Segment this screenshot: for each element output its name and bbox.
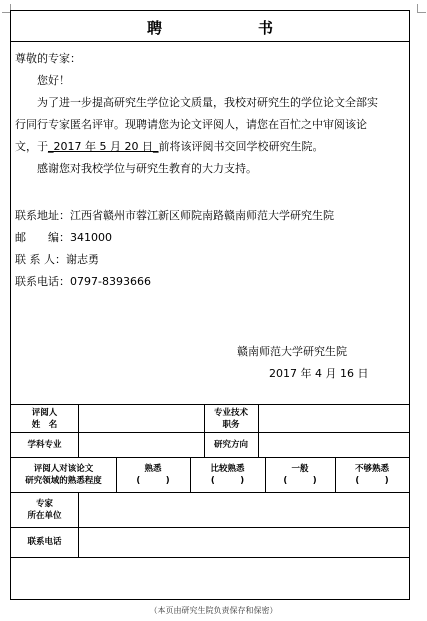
salutation: 您好！: [37, 74, 70, 87]
crop-mark-top-right: [417, 4, 426, 13]
option-familiar[interactable]: [116, 463, 190, 487]
issuing-organization: 赣南师范大学研究生院: [237, 345, 347, 358]
thanks-paragraph: 感谢您对我校学位与研究生教育的大力支持。: [37, 162, 257, 175]
option-label: 比较熟悉: [210, 464, 245, 474]
text-segment: 前将该评阅书交回学校研究生院。: [158, 140, 324, 153]
table-border: [11, 457, 409, 458]
deadline-date: _2017 年 5 月 20 日_: [48, 140, 159, 153]
contact-postcode: 邮 编：341000: [15, 231, 112, 244]
label-line: 专家: [35, 499, 53, 509]
issue-date: 2017 年 4 月 16 日: [269, 367, 369, 380]
label-line: 姓 名: [31, 420, 58, 430]
contact-address: 联系地址：江西省赣州市蓉江新区师院南路赣南师范大学研究生院: [15, 209, 334, 222]
phone-label: 联系电话: [27, 537, 62, 547]
option-not-familiar[interactable]: [335, 463, 409, 487]
option-checkbox[interactable]: ( ): [210, 476, 245, 486]
reviewer-name-field[interactable]: [79, 405, 204, 432]
option-label: 不够熟悉: [354, 464, 389, 474]
option-checkbox[interactable]: ( ): [136, 476, 170, 486]
discipline-label: 学科专业: [27, 440, 62, 450]
contact-person: 联 系 人：谢志勇: [15, 253, 99, 266]
option-label: 一般: [291, 464, 309, 474]
option-fairly-familiar[interactable]: [190, 463, 265, 487]
page-title: 聘 书: [146, 19, 295, 37]
reviewer-name-label: [11, 407, 78, 431]
appointment-letter-page: [10, 10, 410, 600]
option-checkbox[interactable]: ( ): [355, 476, 389, 486]
option-checkbox[interactable]: ( ): [283, 476, 317, 486]
label-line: 职务: [222, 420, 240, 430]
title-duty-field[interactable]: [259, 405, 409, 432]
text-segment: 文，于: [15, 140, 48, 153]
label-line: 所在单位: [27, 511, 62, 521]
footer-note: （本页由研究生院负责保存和保密）: [149, 606, 278, 615]
discipline-field[interactable]: [79, 433, 204, 457]
option-average[interactable]: [265, 463, 335, 487]
greeting: 尊敬的专家：: [15, 52, 81, 65]
expert-unit-field[interactable]: [79, 493, 409, 527]
label-line: 评阅人对该论文: [33, 464, 94, 474]
phone-field[interactable]: [79, 528, 409, 557]
paragraph-line: [15, 139, 323, 154]
research-direction-label: 研究方向: [213, 440, 248, 450]
paragraph-line: 为了进一步提高研究生学位论文质量，我校对研究生的学位论文全部实: [37, 96, 378, 109]
expert-unit-label: [11, 498, 78, 522]
paragraph-line: 行同行专家匿名评审。现聘请您为论文评阅人，请您在百忙之中审阅该论: [15, 118, 367, 131]
familiarity-label: [11, 463, 116, 487]
label-line: 专业技术: [213, 408, 248, 418]
research-direction-field[interactable]: [259, 433, 409, 457]
title-duty-label: [204, 407, 258, 431]
table-border: [11, 557, 409, 558]
title-row: [11, 11, 409, 42]
label-line: 评阅人: [31, 408, 58, 418]
option-label: 熟悉: [144, 464, 162, 474]
label-line: 研究领域的熟悉程度: [25, 476, 102, 486]
contact-phone: 联系电话：0797-8393666: [15, 275, 151, 288]
